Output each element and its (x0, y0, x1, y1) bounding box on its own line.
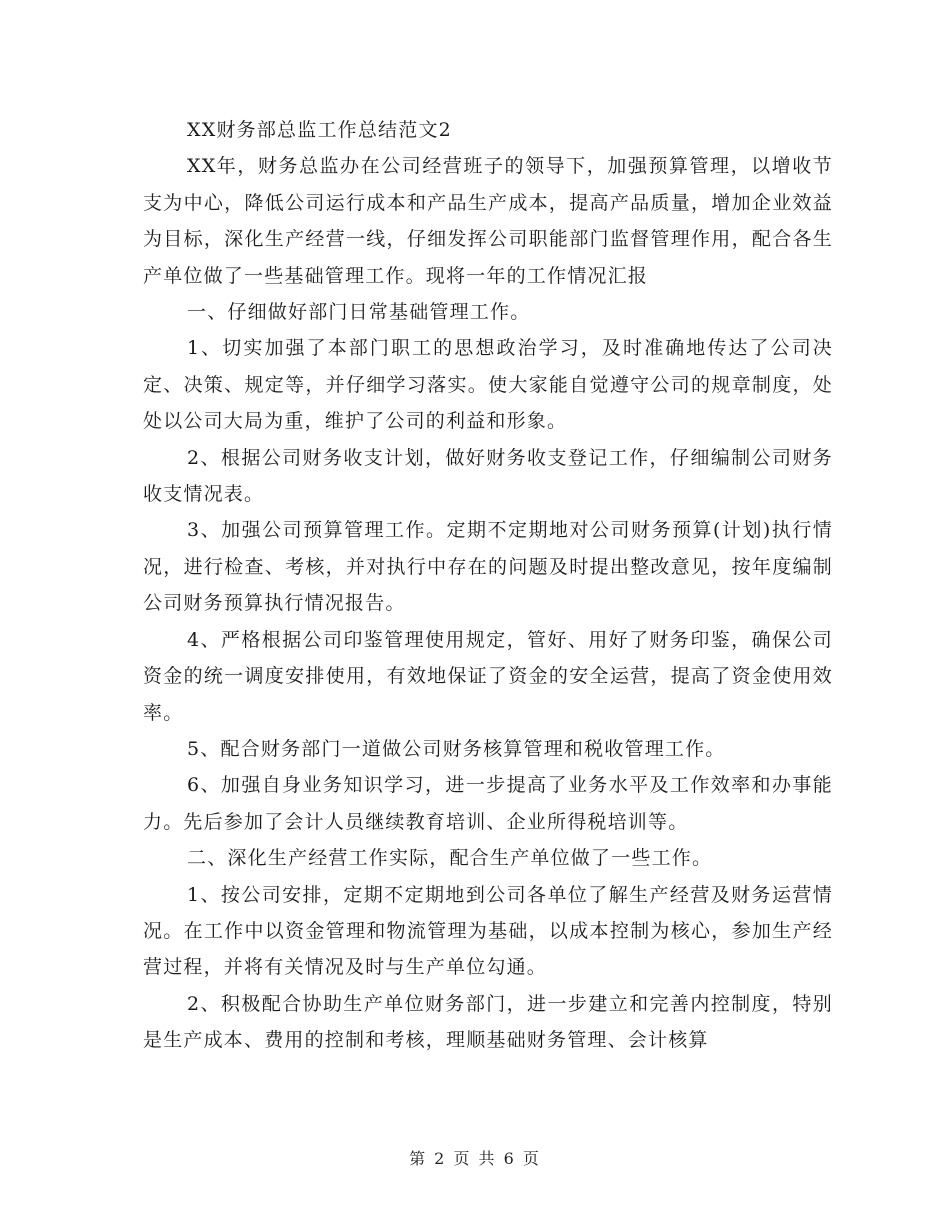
paragraph-item-1-6: 6、加强自身业务知识学习，进一步提高了业务水平及工作效率和办事能力。先后参加了会计人员继续教育培训、企业所得税培训等。 (143, 774, 833, 833)
paragraph-item-2-1: 1、按公司安排，定期不定期地到公司各单位了解生产经营及财务运营情况。在工作中以资金管理和物流管理为基础，以成本控制为核心，参加生产经营过程，并将有关情况及时与生产单位勾通。 (143, 883, 833, 979)
document-body (143, 112, 833, 1059)
paragraph-item-1-3: 3、加强公司预算管理工作。定期不定期地对公司财务预算(计划)执行情况，进行检查、考核，并对执行中存在的问题及时提出整改意见，按年度编制公司财务预算执行情况报告。 (143, 519, 833, 615)
section-heading-2: 二、深化生产经营工作实际，配合生产单位做了一些工作。 (187, 847, 713, 870)
section-heading-1: 一、仔细做好部门日常基础管理工作。 (187, 301, 531, 324)
document-title: XX财务部总监工作总结范文2 (187, 119, 452, 141)
paragraph-item-1-1: 1、切实加强了本部门职工的思想政治学习，及时准确地传达了公司决定、决策、规定等，并仔细学习落实。使大家能自觉遵守公司的规章制度，处处以公司大局为重，维护了公司的利益和形象。 (143, 337, 833, 433)
paragraph-item-1-5: 5、配合财务部门一道做公司财务核算管理和税收管理工作。 (187, 737, 726, 760)
page-number-footer: 第 2 页 共 6 页 (409, 1149, 541, 1168)
paragraph-item-1-2: 2、根据公司财务收支计划，做好财务收支登记工作，仔细编制公司财务收支情况表。 (143, 446, 833, 506)
paragraph-item-2-2: 2、积极配合协助生产单位财务部门，进一步建立和完善内控制度，特别是生产成本、费用的控制和考核，理顺基础财务管理、会计核算 (143, 992, 833, 1052)
paragraph-intro: XX年，财务总监办在公司经营班子的领导下，加强预算管理，以增收节支为中心，降低公司运行成本和产品生产成本，提高产品质量，增加企业效益为目标，深化生产经营一线，仔细发挥公司职能部门监督管理作用，配合各生产单位做了一些基础管理工作。现将一年的工作情况汇报 (143, 155, 833, 287)
paragraph-item-1-4: 4、严格根据公司印鉴管理使用规定，管好、用好了财务印鉴，确保公司资金的统一调度安排使用，有效地保证了资金的安全运营，提高了资金使用效率。 (143, 628, 833, 724)
